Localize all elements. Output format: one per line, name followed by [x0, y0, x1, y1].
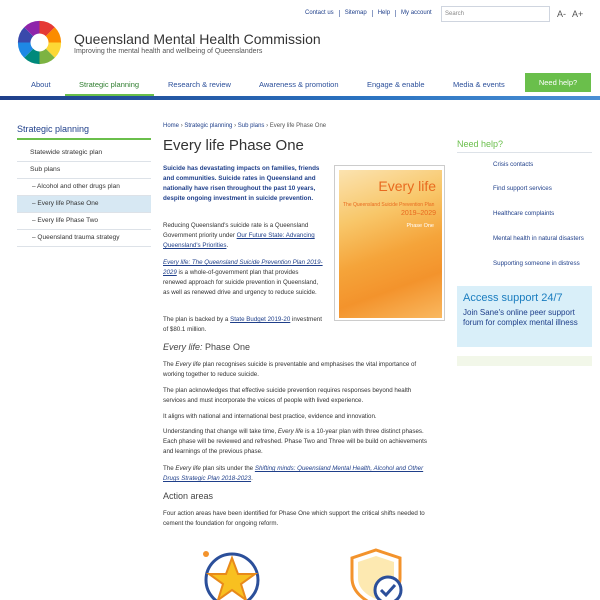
paragraph-plan — [163, 258, 323, 298]
find-support-services-link[interactable]: Find support services — [493, 185, 552, 192]
shifting-minds-link[interactable]: Shifting minds: Queensland Mental Health, Alcohol and Other Drugs Strategic Plan 2018-2023 — [163, 465, 424, 482]
paragraph-text: . — [251, 475, 253, 482]
utility-links — [300, 10, 437, 17]
every-life-plan-link[interactable]: Every life: The Queensland Suicide Prevention Plan 2019-2029 — [163, 259, 323, 276]
crisis-contacts-link[interactable]: Crisis contacts — [493, 161, 534, 168]
sidebar-item-trauma-strategy[interactable]: – Queensland trauma strategy — [17, 230, 151, 247]
cover-title: Every life — [378, 178, 436, 194]
lead-paragraph: Suicide has devastating impacts on families, friends and communities. Suicide rates in Queensland and nationally have risen throughout the past 10 years, despite ongoing investment in suicide prevention. — [163, 165, 320, 202]
paragraph-priority — [163, 221, 323, 251]
sidebar-item-every-life-phase-one[interactable]: – Every life Phase One — [17, 196, 151, 213]
breadcrumb-separator: › — [234, 123, 237, 129]
breadcrumb-strategic[interactable]: Strategic planning — [184, 123, 233, 129]
breadcrumb-separator: › — [180, 123, 183, 129]
access-support-panel[interactable] — [457, 286, 592, 347]
breadcrumb — [163, 123, 326, 129]
nav-media-events[interactable]: Media & events — [453, 80, 505, 89]
every-life-cover-image[interactable] — [334, 165, 445, 321]
contact-link[interactable]: Contact us — [305, 10, 334, 16]
help-link[interactable]: Help — [372, 10, 395, 17]
org-name[interactable]: Queensland Mental Health Commission — [74, 31, 321, 47]
qmhc-logo[interactable] — [17, 20, 62, 65]
paragraph-italic: Every life — [277, 428, 304, 435]
org-tagline: Improving the mental health and wellbeing of Queenslanders — [74, 48, 263, 55]
section-heading-action-areas: Action areas — [163, 491, 214, 501]
header-divider — [0, 96, 600, 100]
nav-awareness-promotion[interactable]: Awareness & promotion — [259, 80, 339, 89]
state-budget-link[interactable]: State Budget 2019-20 — [230, 316, 291, 323]
paragraph-text: The — [163, 361, 176, 368]
paragraph-text: is a 10-year plan with three distinct phases. Each phase will be reviewed and refreshed. Phase Two and Three will be build on achievements and learnings of the previous phase. — [163, 428, 427, 455]
star-badge-icon — [200, 548, 264, 600]
natural-disasters-link[interactable]: Mental health in natural disasters — [493, 235, 584, 242]
sidebar-title-underline — [17, 138, 151, 140]
sidebar-item-statewide-plan[interactable]: Statewide strategic plan — [17, 145, 151, 162]
nav-strategic-planning[interactable]: Strategic planning — [79, 80, 140, 89]
paragraph-acknowledges: The plan acknowledges that effective suicide prevention requires responses beyond health services and must incorporate the voices of people with lived experience. — [163, 387, 412, 404]
access-support-title: Access support 24/7 — [463, 292, 563, 304]
paragraph-text: is a whole-of-government plan that provides renewed approach for suicide prevention in Queensland, as well as renewed drive and urgency to reduce suicide. — [163, 269, 319, 296]
sidebar-item-aod-plan[interactable]: – Alcohol and other drugs plan — [17, 179, 151, 196]
paragraph-text: . — [226, 242, 229, 249]
font-increase-button[interactable]: A+ — [572, 9, 584, 19]
nav-research-review[interactable]: Research & review — [168, 80, 231, 89]
paragraph-text: plan sits under the — [200, 465, 255, 472]
heading-text: Phase One — [202, 342, 251, 352]
need-help-heading: Need help? — [457, 139, 504, 149]
search-input[interactable]: Search — [441, 6, 550, 22]
access-support-body: Join Sane's online peer support forum for complex mental illness — [463, 308, 578, 327]
need-help-button[interactable]: Need help? — [525, 73, 591, 92]
page-title: Every life Phase One — [163, 137, 304, 154]
cover-subtitle: The Queensland Suicide Prevention Plan — [343, 202, 435, 208]
nav-about[interactable]: About — [31, 80, 51, 89]
font-size-controls — [557, 9, 583, 19]
sidebar-item-every-life-phase-two[interactable]: – Every life Phase Two — [17, 213, 151, 230]
need-help-divider — [457, 152, 592, 153]
breadcrumb-home[interactable]: Home — [163, 123, 180, 129]
right-column-strip — [457, 356, 592, 366]
paragraph-aligns: It aligns with national and international best practice, evidence and innovation. — [163, 413, 377, 420]
paragraph-text: Reducing Queensland's suicide rate is a Queensland Government priority under — [163, 222, 309, 239]
breadcrumb-current: Every life Phase One — [269, 123, 327, 129]
breadcrumb-separator: › — [266, 123, 269, 129]
paragraph-italic: Every life — [175, 361, 201, 368]
paragraph-action-areas: Four action areas have been identified for Phase One which support the critical shifts needed to cement the foundation for ongoing reform. — [163, 510, 425, 527]
sidebar-title[interactable]: Strategic planning — [17, 124, 90, 134]
paragraph-text: Understanding that change will take time, — [163, 428, 278, 435]
cover-phase: Phase One — [406, 223, 434, 229]
paragraph-text: The — [163, 465, 176, 472]
paragraph-phases — [163, 427, 438, 457]
healthcare-complaints-link[interactable]: Healthcare complaints — [493, 210, 555, 217]
paragraph-text: investment of $80.1 million. — [163, 316, 322, 333]
sidebar-item-sub-plans[interactable]: Sub plans — [17, 162, 151, 179]
paragraph-recognises — [163, 360, 433, 380]
paragraph-shifting-minds — [163, 464, 438, 484]
paragraph-text: The plan is backed by a — [163, 316, 231, 323]
paragraph-text: plan recognises suicide is preventable and emphasises the vital importance of working together to reduce suicide. — [163, 361, 417, 378]
section-heading-phase-one — [163, 342, 250, 352]
nav-engage-enable[interactable]: Engage & enable — [367, 80, 425, 89]
breadcrumb-sub-plans[interactable]: Sub plans — [237, 123, 265, 129]
heading-italic: Every life: — [163, 342, 203, 352]
sitemap-link[interactable]: Sitemap — [339, 10, 372, 17]
our-future-state-link[interactable]: Our Future State: Advancing Queensland's Priorities — [163, 232, 315, 249]
shield-check-icon — [344, 548, 408, 600]
paragraph-italic: Every life — [175, 465, 201, 472]
cover-years: 2019–2029 — [400, 210, 436, 217]
account-link[interactable]: My account — [395, 10, 437, 17]
paragraph-budget — [163, 315, 323, 335]
font-decrease-button[interactable]: A- — [557, 9, 566, 19]
main-nav — [0, 74, 600, 96]
supporting-someone-link[interactable]: Supporting someone in distress — [493, 260, 580, 267]
